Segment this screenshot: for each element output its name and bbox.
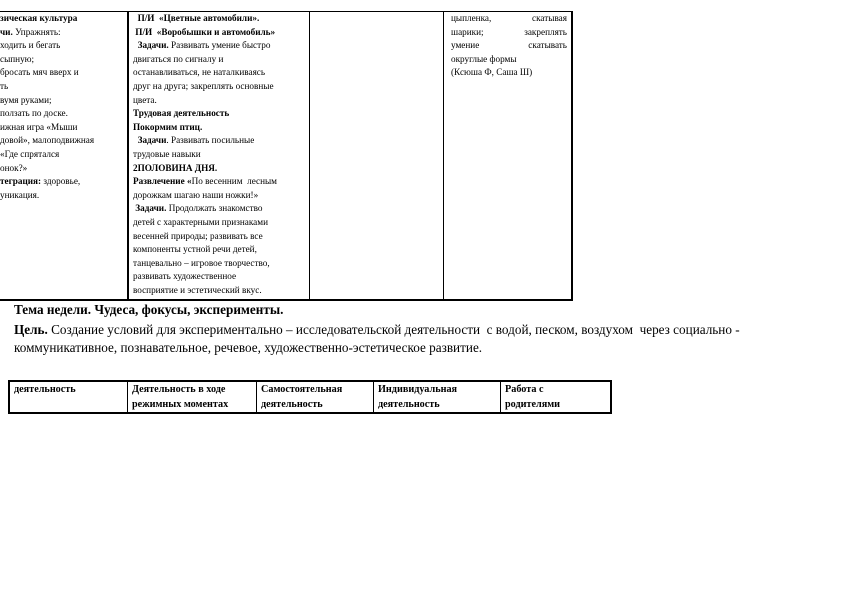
cell-line: 2ПОЛОВИНА ДНЯ. xyxy=(133,162,218,173)
cell-line: весенней природы; развивать все xyxy=(133,230,263,241)
goal-label: Цель. xyxy=(14,322,48,337)
cell-line: довой», малоподвижная xyxy=(0,135,95,146)
cell-line: онок?» xyxy=(0,162,28,173)
cell-line: вумя руками; xyxy=(0,94,52,105)
upper-table-divider-1 xyxy=(127,11,129,301)
cell-line: шарики; закреплять xyxy=(451,26,567,37)
cell-line: округлые формы xyxy=(451,53,517,64)
cell-line: цыпленка, скатывая xyxy=(451,13,567,23)
cell-line: теграция: здоровье, xyxy=(0,176,81,187)
header-routine-moments: Деятельность в ходе режимных моментах xyxy=(128,382,257,412)
upper-table-cell-games xyxy=(133,12,307,297)
cell-line: Покормим птиц. xyxy=(133,121,203,132)
cell-line: детей с характерными признаками xyxy=(133,216,268,227)
upper-table-cell-individual xyxy=(451,12,567,80)
cell-line: чи. Упражнять: xyxy=(0,26,61,37)
upper-table-right-border xyxy=(571,11,573,301)
cell-line: друг на друга; закреплять основные xyxy=(133,80,274,91)
header-parents-work: Работа с родителями xyxy=(505,384,561,410)
header-individual-activity: Индивидуальная деятельность xyxy=(374,382,501,412)
cell-line: Трудовая деятельность xyxy=(133,108,230,119)
goal-line: коммуникативное, познавательное, речевое, художественно-эстетическое развитие. xyxy=(14,340,483,355)
cell-line: ходить и бегать xyxy=(0,40,61,51)
upper-table-cell-empty xyxy=(311,12,441,298)
cell-line: (Ксюша Ф, Саша Ш) xyxy=(451,67,533,78)
cell-line: сыпную; xyxy=(0,53,35,64)
upper-table-divider-2 xyxy=(309,11,310,301)
activity-header-table xyxy=(8,380,612,414)
cell-line: зическая культура xyxy=(0,13,78,23)
upper-table-bottom-border xyxy=(0,299,572,301)
cell-line: развивать художественное xyxy=(133,271,237,282)
upper-table-cell-physical-culture xyxy=(0,12,126,202)
cell-line: трудовые навыки xyxy=(133,148,201,159)
cell-line: умение скатывать xyxy=(451,40,567,51)
cell-line: П/И «Воробышки и автомобиль» xyxy=(133,26,276,37)
cell-line: Развлечение «По весенним лесным xyxy=(133,176,277,187)
cell-line: Задачи. Продолжать знакомство xyxy=(133,203,263,214)
cell-line: останавливаться, не наталкиваясь xyxy=(133,67,266,78)
goal-line: Цель. Создание условий для экспериментально – исследовательской деятельности с водой, песком, воздухом через социально - xyxy=(14,322,740,337)
cell-line: Задачи. Развивать посильные xyxy=(133,135,255,146)
cell-line: Задачи. Развивать умение быстро xyxy=(133,40,271,51)
cell-line: цвета. xyxy=(133,94,157,105)
upper-table-divider-3 xyxy=(443,11,444,301)
goal-paragraph xyxy=(14,321,814,357)
header-independent-activity: Самостоятельная деятельность xyxy=(257,382,374,412)
cell-line: ползать по доске. xyxy=(0,108,68,119)
cell-line: П/И «Цветные автомобили». xyxy=(133,13,260,23)
cell-line: «Где спрятался xyxy=(0,148,60,159)
week-theme: Тема недели. Чудеса, фокусы, эксперименты. xyxy=(14,302,284,317)
cell-line: ижная игра «Мыши xyxy=(0,121,78,132)
cell-line: двигаться по сигналу и xyxy=(133,53,224,64)
cell-line: восприятие и эстетический вкус. xyxy=(133,284,262,295)
cell-line: компоненты устной речи детей, xyxy=(133,244,257,255)
cell-line: бросать мяч вверх и xyxy=(0,67,79,78)
cell-line: танцевально – игровое творчество, xyxy=(133,257,270,268)
cell-line: дорожкам шагаю наши ножки!» xyxy=(133,189,259,200)
cell-line: ть xyxy=(0,80,9,91)
cell-line: уникация. xyxy=(0,189,40,200)
header-activity: деятельность xyxy=(10,382,128,412)
